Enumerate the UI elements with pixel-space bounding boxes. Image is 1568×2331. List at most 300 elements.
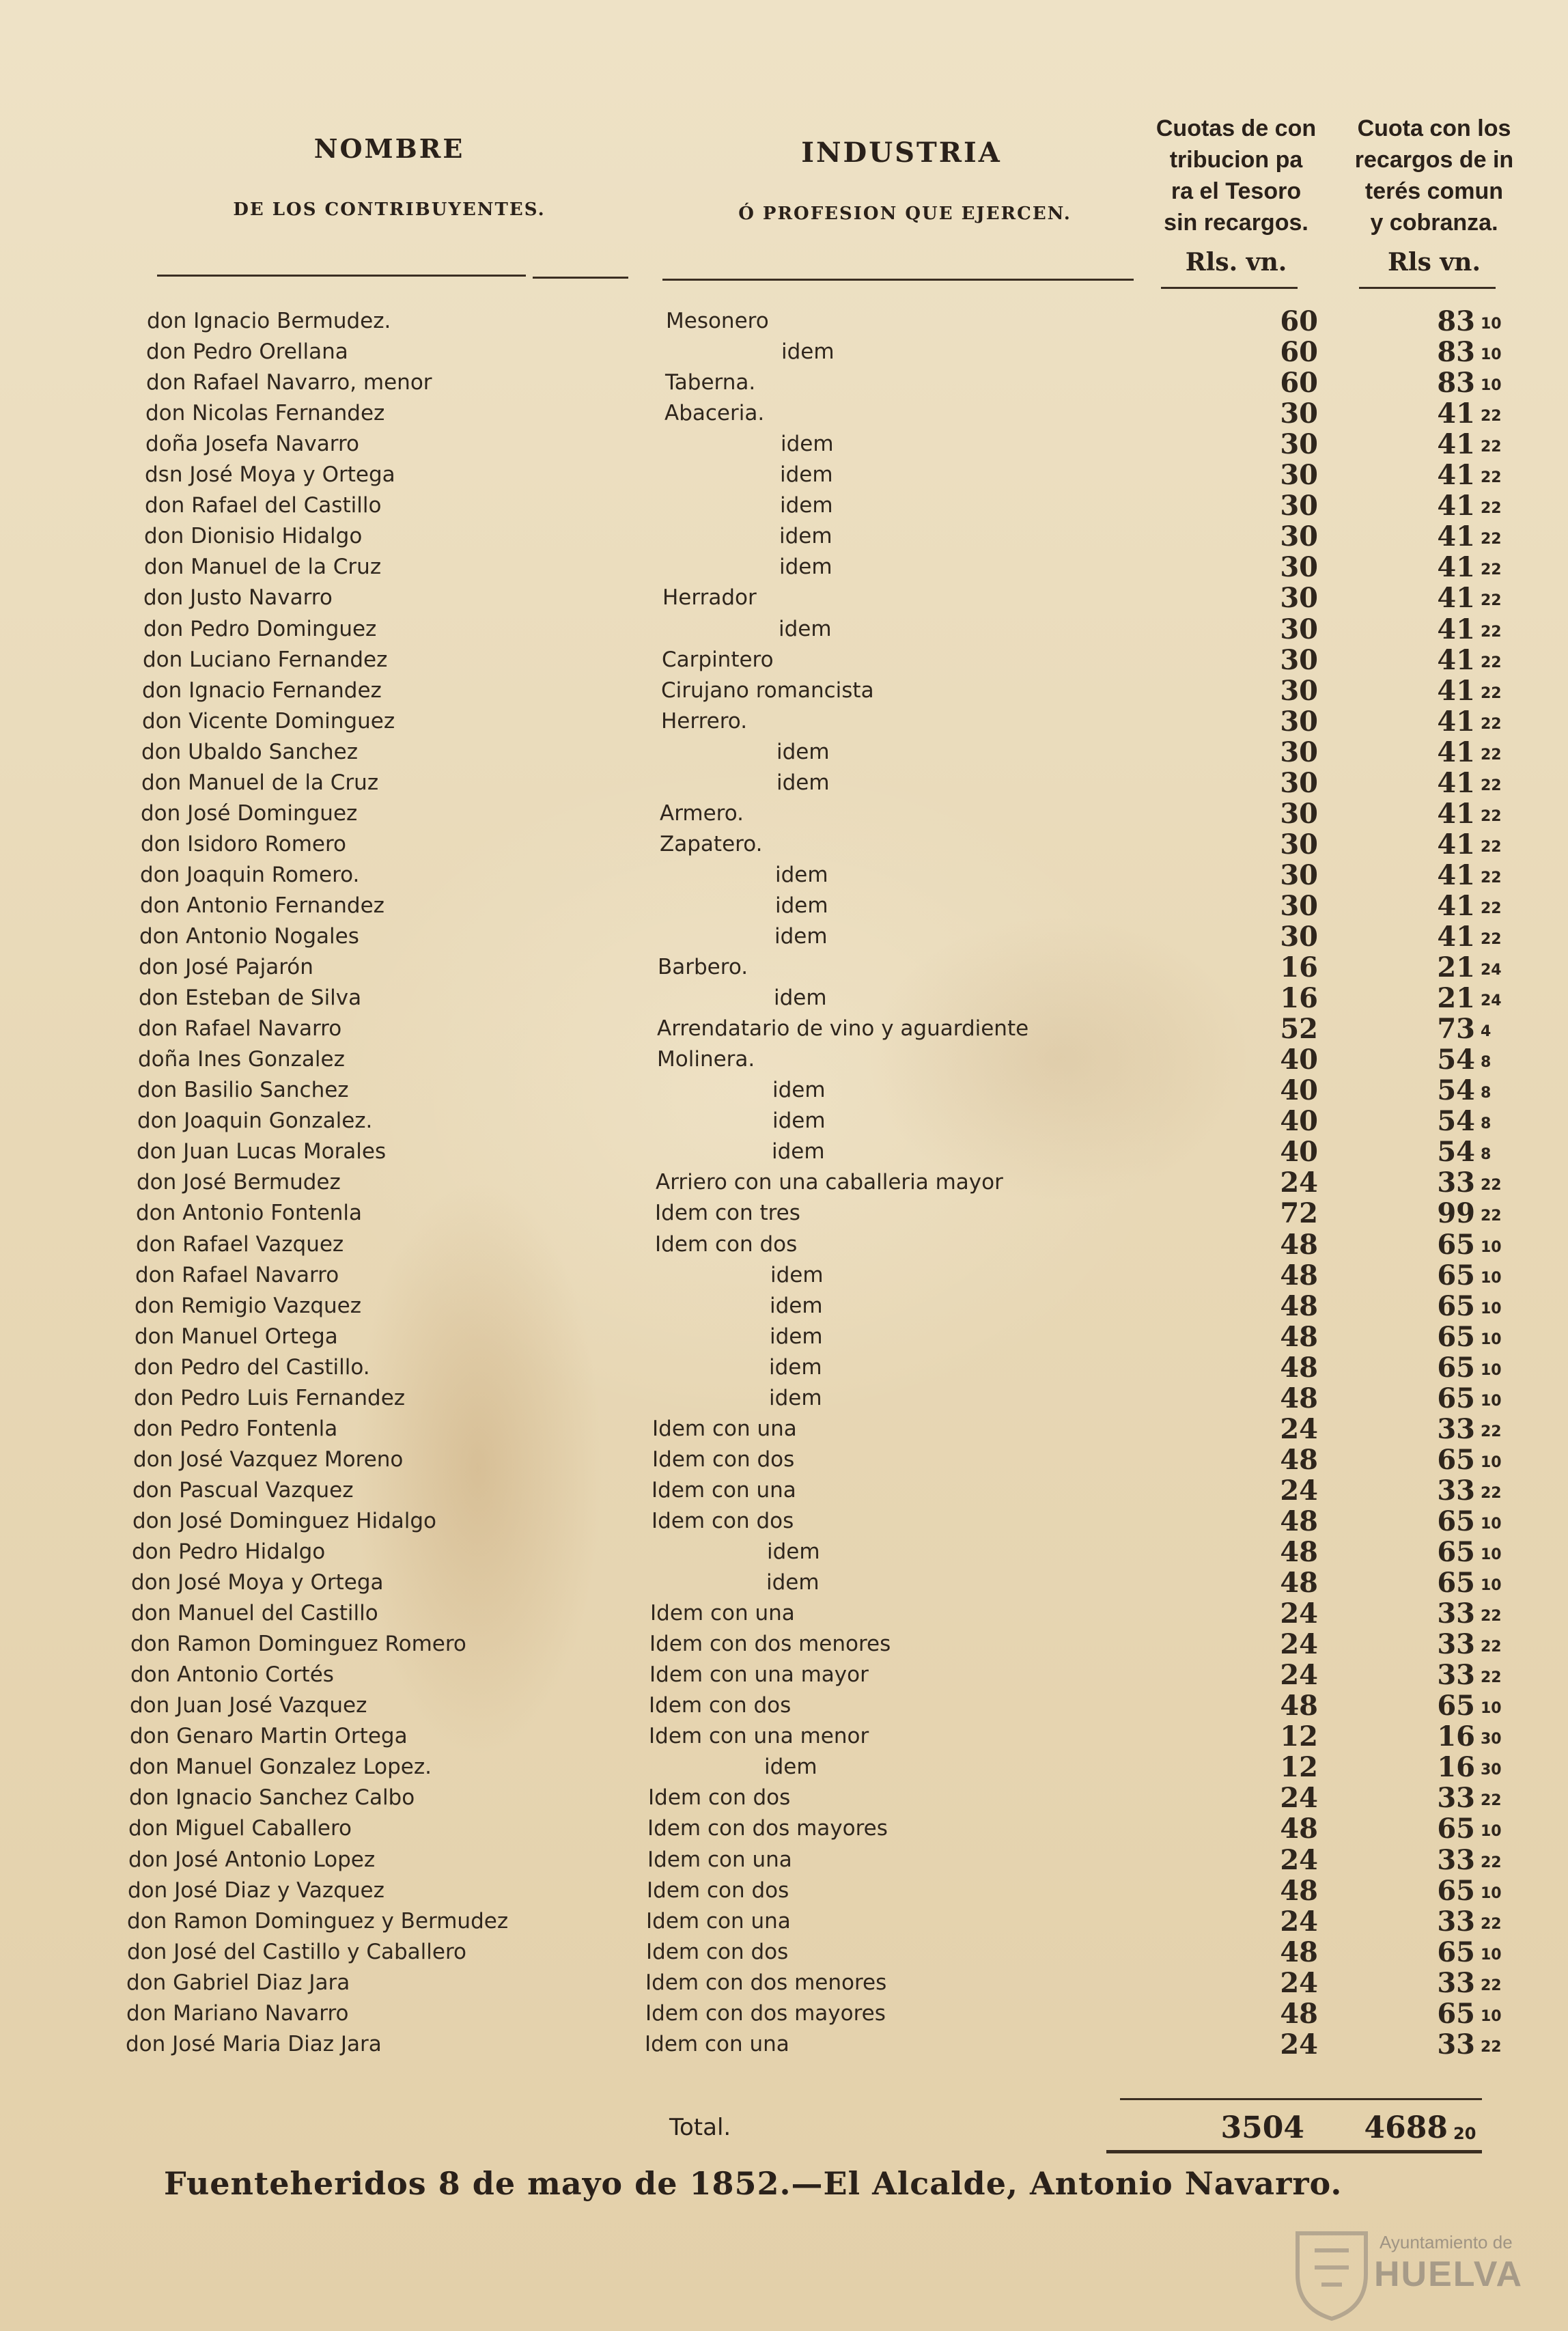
contributor-industry: Abaceria. <box>664 401 765 425</box>
table-row <box>0 645 1568 675</box>
cuota-recargos-fraction: 24 <box>1481 962 1502 979</box>
contributor-name: don Pedro del Castillo. <box>134 1355 370 1380</box>
cuota-recargos-fraction: 10 <box>1481 1546 1502 1563</box>
contributor-industry: Idem con dos <box>647 1878 789 1903</box>
contributor-industry: Idem con una menor <box>649 1724 869 1748</box>
cuota-recargos-value: 41 <box>1437 736 1475 768</box>
cuota-recargos-fraction: 22 <box>1481 746 1502 764</box>
cuota-recargos-fraction: 10 <box>1481 1239 1502 1256</box>
cuota-tesoro-value: 30 <box>1280 520 1318 553</box>
table-row <box>0 1660 1568 1690</box>
cuota-recargos-fraction: 22 <box>1481 777 1502 794</box>
cuota-tesoro-value: 48 <box>1280 1998 1318 2030</box>
cuota-recargos-fraction: 10 <box>1481 1577 1502 1594</box>
cuota-recargos-value: 83 <box>1437 305 1475 337</box>
contributor-name: don Pedro Luis Fernandez <box>134 1386 406 1410</box>
cuota-recargos-fraction: 22 <box>1481 561 1502 578</box>
cuota-recargos-value: 41 <box>1437 613 1475 645</box>
cuota-recargos-fraction: 10 <box>1481 2008 1502 2025</box>
cuota-recargos-value: 41 <box>1437 798 1475 830</box>
cuota-recargos-value: 65 <box>1437 1536 1475 1568</box>
contributor-name: don Manuel Gonzalez Lopez. <box>129 1755 432 1779</box>
table-row <box>0 1014 1568 1044</box>
contributor-industry: idem <box>781 339 835 364</box>
cuota-recargos-value: 65 <box>1437 1290 1475 1322</box>
contributor-name: don Ignacio Bermudez. <box>147 309 391 333</box>
table-row <box>0 398 1568 429</box>
cuota-recargos-fraction: 22 <box>1481 1208 1502 1225</box>
contributor-name: don Rafael Navarro <box>135 1263 339 1287</box>
cuota-recargos-fraction: 22 <box>1481 500 1502 517</box>
table-row <box>0 1629 1568 1660</box>
cuota-recargos-fraction: 10 <box>1481 1823 1502 1840</box>
contributor-industry: idem <box>770 1294 823 1318</box>
contributor-industry: idem <box>764 1755 817 1779</box>
cuota-recargos-value: 41 <box>1437 644 1475 676</box>
contributor-industry: idem <box>767 1539 820 1564</box>
contributor-industry: Idem con una <box>647 1847 792 1872</box>
contributor-industry: Idem con dos <box>652 1447 795 1472</box>
cuota-recargos-value: 65 <box>1437 1690 1475 1722</box>
cuota-recargos-value: 33 <box>1437 1844 1475 1876</box>
contributor-industry: idem <box>780 462 833 487</box>
contributor-industry: idem <box>772 1078 826 1102</box>
contributor-name: don Rafael del Castillo <box>145 493 382 518</box>
cuota-recargos-fraction: 10 <box>1481 1700 1502 1717</box>
cuota-recargos-value: 83 <box>1437 336 1475 368</box>
cuota-recargos-fraction: 22 <box>1481 1792 1502 1809</box>
contributor-name: don Luciano Fernandez <box>143 647 388 672</box>
cuota-tesoro-value: 16 <box>1280 951 1318 983</box>
contributor-name: don José Vazquez Moreno <box>133 1447 404 1472</box>
cuota-recargos-value: 65 <box>1437 1382 1475 1414</box>
contributor-name: don Pedro Dominguez <box>143 617 377 641</box>
cuota-recargos-fraction: 10 <box>1481 1885 1502 1902</box>
table-row <box>0 1167 1568 1198</box>
table-row <box>0 552 1568 583</box>
total-rule-bottom <box>1106 2150 1482 2153</box>
contributor-name: don Isidoro Romero <box>141 832 346 856</box>
header-rule-cuota2 <box>1359 287 1496 289</box>
contributor-industry: idem <box>766 1570 820 1595</box>
cuota-recargos-fraction: 8 <box>1481 1115 1492 1132</box>
contributor-name: don José Pajarón <box>139 955 313 979</box>
cuota-tesoro-value: 24 <box>1280 1906 1318 1938</box>
cuota-recargos-fraction: 22 <box>1481 1608 1502 1625</box>
cuota-recargos-value: 65 <box>1437 1321 1475 1353</box>
table-row <box>0 1875 1568 1906</box>
contributor-name: don Rafael Navarro, menor <box>146 370 432 395</box>
header-cuota-recargos <box>1339 113 1530 238</box>
header-cuota2-line: y cobranza. <box>1370 210 1498 236</box>
cuota-recargos-fraction: 22 <box>1481 592 1502 609</box>
contributor-name: don Manuel de la Cruz <box>141 770 379 795</box>
cuota-recargos-fraction: 22 <box>1481 931 1502 948</box>
contributor-industry: Armero. <box>660 801 744 826</box>
cuota-tesoro-value: 30 <box>1280 428 1318 460</box>
contributor-industry: idem <box>770 1324 823 1349</box>
cuota-recargos-fraction: 10 <box>1481 1300 1502 1317</box>
contributor-name: don Manuel de la Cruz <box>144 555 382 579</box>
header-cuotas-line: tribucion pa <box>1169 147 1303 173</box>
table-row <box>0 583 1568 613</box>
cuota-recargos-fraction: 22 <box>1481 839 1502 856</box>
cuota-recargos-fraction: 22 <box>1481 438 1502 456</box>
table-row <box>0 1414 1568 1444</box>
cuota-recargos-value: 41 <box>1437 490 1475 522</box>
cuota-recargos-value: 33 <box>1437 1628 1475 1660</box>
cuota-recargos-fraction: 22 <box>1481 408 1502 425</box>
cuota-recargos-value: 16 <box>1437 1720 1475 1753</box>
contributor-name: don Justo Navarro <box>143 585 333 610</box>
table-row <box>0 768 1568 798</box>
cuota-recargos-value: 65 <box>1437 1352 1475 1384</box>
cuota-recargos-value: 99 <box>1437 1197 1475 1229</box>
contributor-name: don Pascual Vazquez <box>132 1478 354 1503</box>
cuota-recargos-value: 21 <box>1437 951 1475 983</box>
table-row <box>0 1475 1568 1506</box>
contributor-name: don Remigio Vazquez <box>135 1294 362 1318</box>
cuota-tesoro-value: 12 <box>1280 1720 1318 1753</box>
cuota-tesoro-value: 24 <box>1280 1597 1318 1630</box>
table-row <box>0 983 1568 1014</box>
cuota-recargos-value: 73 <box>1437 1013 1475 1045</box>
cuota-tesoro-value: 30 <box>1280 397 1318 430</box>
cuota-recargos-fraction: 8 <box>1481 1054 1492 1071</box>
cuota-tesoro-value: 30 <box>1280 551 1318 583</box>
contributor-industry: Arrendatario de vino y aguardiente <box>657 1016 1029 1041</box>
cuota-tesoro-value: 30 <box>1280 613 1318 645</box>
table-row <box>0 675 1568 706</box>
cuota-tesoro-value: 48 <box>1280 1444 1318 1476</box>
table-row <box>0 429 1568 460</box>
cuota-recargos-value: 54 <box>1437 1105 1475 1137</box>
table-row <box>0 891 1568 921</box>
contributor-name: don Pedro Hidalgo <box>132 1539 326 1564</box>
cuota-tesoro-value: 48 <box>1280 1567 1318 1599</box>
cuota-recargos-value: 33 <box>1437 1906 1475 1938</box>
contributor-name: don José Dominguez Hidalgo <box>132 1509 437 1533</box>
total-cuota-recargos-fraction: 20 <box>1453 2124 1476 2143</box>
contributor-industry: Idem con una <box>652 1416 797 1441</box>
unit-label-1: Rls. vn. <box>1185 248 1287 277</box>
cuota-tesoro-value: 12 <box>1280 1751 1318 1783</box>
contributor-industry: Idem con dos menores <box>645 1970 887 1995</box>
cuota-recargos-fraction: 22 <box>1481 469 1502 486</box>
contributor-name: don Gabriel Diaz Jara <box>126 1970 350 1995</box>
cuota-recargos-value: 41 <box>1437 828 1475 861</box>
table-row <box>0 1998 1568 2029</box>
contributor-name: don José Antonio Lopez <box>128 1847 376 1872</box>
cuota-recargos-fraction: 10 <box>1481 1946 1502 1964</box>
cuota-tesoro-value: 48 <box>1280 1229 1318 1261</box>
contributor-industry: Zapatero. <box>660 832 763 856</box>
cuota-recargos-fraction: 30 <box>1481 1761 1502 1778</box>
contributor-industry: idem <box>772 1139 825 1164</box>
contributor-name: don José Dominguez <box>141 801 358 826</box>
cuota-tesoro-value: 48 <box>1280 1536 1318 1568</box>
table-row <box>0 1383 1568 1414</box>
contributor-industry: idem <box>780 493 833 518</box>
contributor-name: don Ramon Dominguez Romero <box>130 1632 466 1656</box>
cuota-recargos-value: 41 <box>1437 459 1475 491</box>
cuota-recargos-fraction: 10 <box>1481 1331 1502 1348</box>
contributor-name: don Antonio Fernandez <box>140 893 384 918</box>
cuota-recargos-value: 41 <box>1437 890 1475 922</box>
header-cuota2-line: terés comun <box>1364 178 1504 204</box>
contributor-industry: idem <box>779 555 832 579</box>
table-row <box>0 1229 1568 1260</box>
cuota-recargos-value: 41 <box>1437 675 1475 707</box>
cuota-tesoro-value: 30 <box>1280 675 1318 707</box>
contributor-name: don Rafael Navarro <box>138 1016 342 1041</box>
contributor-industry: idem <box>779 617 832 641</box>
cuota-recargos-fraction: 10 <box>1481 1393 1502 1410</box>
contributor-name: don Ignacio Sanchez Calbo <box>129 1785 415 1810</box>
cuota-tesoro-value: 24 <box>1280 1167 1318 1199</box>
cuota-tesoro-value: 24 <box>1280 1782 1318 1814</box>
cuota-tesoro-value: 24 <box>1280 1967 1318 1999</box>
cuota-recargos-value: 65 <box>1437 1813 1475 1845</box>
contributor-industry: idem <box>774 986 827 1010</box>
cuota-recargos-fraction: 22 <box>1481 531 1502 548</box>
cuota-recargos-fraction: 22 <box>1481 1638 1502 1656</box>
table-row <box>0 1260 1568 1291</box>
table-row <box>0 1845 1568 1875</box>
contributor-name: don Antonio Nogales <box>139 924 359 949</box>
total-cuota-recargos: 4688 <box>1364 2110 1448 2145</box>
cuota-recargos-value: 41 <box>1437 428 1475 460</box>
contributor-name: don Antonio Fontenla <box>136 1201 363 1225</box>
cuota-tesoro-value: 16 <box>1280 982 1318 1014</box>
cuota-recargos-fraction: 22 <box>1481 624 1502 641</box>
contributor-industry: Idem con dos <box>652 1509 794 1533</box>
contributor-name: don Juan José Vazquez <box>130 1693 367 1718</box>
cuota-recargos-value: 33 <box>1437 1782 1475 1814</box>
cuota-recargos-value: 33 <box>1437 1659 1475 1691</box>
contributor-industry: Carpintero <box>662 647 774 672</box>
table-row <box>0 1906 1568 1937</box>
table-row <box>0 490 1568 521</box>
total-rule-top <box>1120 2098 1482 2100</box>
contributor-industry: Cirujano romancista <box>661 678 874 703</box>
contributor-industry: idem <box>781 432 834 456</box>
cuota-recargos-fraction: 22 <box>1481 685 1502 702</box>
cuota-tesoro-value: 48 <box>1280 1936 1318 1968</box>
contributor-industry: Idem con una <box>645 2032 789 2056</box>
cuota-tesoro-value: 40 <box>1280 1105 1318 1137</box>
contributor-industry: idem <box>769 1386 822 1410</box>
header-nombre-sub: DE LOS CONTRIBUYENTES. <box>233 199 546 220</box>
cuota-tesoro-value: 30 <box>1280 767 1318 799</box>
table-row <box>0 460 1568 490</box>
cuota-recargos-fraction: 22 <box>1481 1669 1502 1686</box>
table-row <box>0 829 1568 860</box>
header-cuota2-line: recargos de in <box>1354 147 1514 173</box>
contributor-industry: Idem con dos <box>646 1940 789 1964</box>
table-row <box>0 1352 1568 1383</box>
cuota-tesoro-value: 30 <box>1280 706 1318 738</box>
contributor-industry: idem <box>779 524 832 548</box>
table-row <box>0 1537 1568 1567</box>
contributor-industry: Barbero. <box>658 955 748 979</box>
cuota-recargos-fraction: 22 <box>1481 654 1502 671</box>
contributor-name: don Vicente Dominguez <box>142 709 395 734</box>
contributor-industry: Idem con una <box>646 1909 791 1934</box>
table-row <box>0 1567 1568 1598</box>
cuota-recargos-fraction: 10 <box>1481 1454 1502 1471</box>
cuota-recargos-value: 54 <box>1437 1136 1475 1168</box>
table-row <box>0 1937 1568 1968</box>
contributor-industry: Idem con una mayor <box>649 1662 869 1687</box>
cuota-tesoro-value: 30 <box>1280 890 1318 922</box>
contributor-industry: Idem con dos mayores <box>645 2001 886 2026</box>
cuota-tesoro-value: 30 <box>1280 798 1318 830</box>
cuota-recargos-value: 41 <box>1437 921 1475 953</box>
cuota-tesoro-value: 24 <box>1280 1659 1318 1691</box>
header-cuota2-line: Cuota con los <box>1357 115 1511 141</box>
cuota-recargos-fraction: 22 <box>1481 1485 1502 1502</box>
cuota-tesoro-value: 48 <box>1280 1290 1318 1322</box>
header-rule-nombre-2 <box>533 277 628 279</box>
table-row <box>0 1783 1568 1813</box>
contributor-name: don Basilio Sanchez <box>137 1078 349 1102</box>
cuota-recargos-value: 41 <box>1437 767 1475 799</box>
contributor-name: don Pedro Fontenla <box>133 1416 338 1441</box>
contributor-industry: Idem con dos <box>655 1232 798 1257</box>
contributor-name: don Ramon Dominguez y Bermudez <box>127 1909 509 1934</box>
cuota-recargos-value: 41 <box>1437 397 1475 430</box>
cuota-tesoro-value: 30 <box>1280 490 1318 522</box>
header-cuotas-line: ra el Tesoro <box>1171 178 1302 204</box>
contributor-name: don José del Castillo y Caballero <box>127 1940 466 1964</box>
cuota-recargos-fraction: 22 <box>1481 900 1502 917</box>
table-row <box>0 921 1568 952</box>
table-row <box>0 614 1568 645</box>
cuota-recargos-fraction: 30 <box>1481 1731 1502 1748</box>
contributor-name: don Ubaldo Sanchez <box>141 740 358 764</box>
cuota-tesoro-value: 48 <box>1280 1505 1318 1537</box>
contributor-name: don Antonio Cortés <box>130 1662 334 1687</box>
cuota-recargos-value: 33 <box>1437 1413 1475 1445</box>
contributor-industry: Taberna. <box>665 370 756 395</box>
cuota-tesoro-value: 48 <box>1280 1352 1318 1384</box>
contributor-name: don Ignacio Fernandez <box>142 678 382 703</box>
cuota-recargos-value: 65 <box>1437 1259 1475 1292</box>
contributor-industry: idem <box>776 770 830 795</box>
cuota-tesoro-value: 30 <box>1280 582 1318 614</box>
cuota-tesoro-value: 30 <box>1280 921 1318 953</box>
contributor-name: don Dionisio Hidalgo <box>144 524 363 548</box>
contributor-name: don José Bermudez <box>137 1170 341 1195</box>
contributor-name: don Joaquin Gonzalez. <box>137 1108 373 1133</box>
contributor-name: don Manuel del Castillo <box>131 1601 378 1625</box>
contributor-industry: Idem con dos <box>648 1785 791 1810</box>
contributor-name: don José Diaz y Vazquez <box>128 1878 384 1903</box>
table-row <box>0 1075 1568 1106</box>
cuota-tesoro-value: 24 <box>1280 1475 1318 1507</box>
cuota-recargos-fraction: 4 <box>1481 1023 1492 1040</box>
contributor-name: don Juan Lucas Morales <box>137 1139 387 1164</box>
contributor-industry: Idem con dos mayores <box>647 1816 888 1841</box>
cuota-recargos-fraction: 22 <box>1481 2039 1502 2056</box>
contributor-name: don Joaquin Romero. <box>140 863 360 887</box>
cuota-recargos-value: 33 <box>1437 2028 1475 2061</box>
table-row <box>0 1598 1568 1629</box>
total-cuota-tesoro: 3504 <box>1220 2110 1304 2145</box>
table-row <box>0 1444 1568 1475</box>
table-row <box>0 952 1568 983</box>
cuota-tesoro-value: 24 <box>1280 1628 1318 1660</box>
contributor-name: don Manuel Ortega <box>135 1324 338 1349</box>
cuota-tesoro-value: 72 <box>1280 1197 1318 1229</box>
cuota-recargos-fraction: 24 <box>1481 992 1502 1009</box>
table-row <box>0 798 1568 829</box>
cuota-tesoro-value: 48 <box>1280 1690 1318 1722</box>
cuota-recargos-value: 33 <box>1437 1167 1475 1199</box>
table-row <box>0 521 1568 552</box>
cuota-tesoro-value: 60 <box>1280 305 1318 337</box>
table-row <box>0 1813 1568 1844</box>
table-row <box>0 1291 1568 1322</box>
cuota-tesoro-value: 48 <box>1280 1259 1318 1292</box>
header-cuotas-tesoro <box>1140 113 1332 238</box>
cuota-recargos-fraction: 10 <box>1481 1516 1502 1533</box>
cuota-tesoro-value: 30 <box>1280 459 1318 491</box>
cuota-recargos-value: 33 <box>1437 1967 1475 1999</box>
contributor-name: don Miguel Caballero <box>128 1816 352 1841</box>
cuota-tesoro-value: 30 <box>1280 736 1318 768</box>
table-row <box>0 1044 1568 1075</box>
cuota-tesoro-value: 30 <box>1280 859 1318 891</box>
contributor-name: doña Ines Gonzalez <box>138 1047 345 1072</box>
cuota-recargos-value: 65 <box>1437 1505 1475 1537</box>
contributor-industry: Arriero con una caballeria mayor <box>656 1170 1003 1195</box>
cuota-recargos-fraction: 10 <box>1481 316 1502 333</box>
contributor-industry: idem <box>769 1355 822 1380</box>
contributor-name: doña Josefa Navarro <box>145 432 359 456</box>
cuota-recargos-fraction: 22 <box>1481 1177 1502 1194</box>
cuota-recargos-value: 65 <box>1437 1875 1475 1907</box>
contributor-name: don Rafael Vazquez <box>136 1232 344 1257</box>
header-industria: INDUSTRIA <box>801 137 1002 169</box>
table-row <box>0 1136 1568 1167</box>
contributor-industry: Molinera. <box>657 1047 755 1072</box>
contributor-industry: Herrero. <box>661 709 748 734</box>
contributor-industry: Idem con una <box>650 1601 795 1625</box>
cuota-recargos-value: 65 <box>1437 1567 1475 1599</box>
contributor-industry: idem <box>770 1263 824 1287</box>
cuota-recargos-fraction: 10 <box>1481 346 1502 363</box>
cuota-recargos-value: 65 <box>1437 1936 1475 1968</box>
cuota-recargos-value: 21 <box>1437 982 1475 1014</box>
header-cuotas-line: Cuotas de con <box>1156 115 1317 141</box>
total-label: Total. <box>669 2114 731 2141</box>
cuota-recargos-value: 65 <box>1437 1998 1475 2030</box>
header-rule-industria <box>662 279 1134 281</box>
contributor-industry: idem <box>775 863 828 887</box>
cuota-recargos-value: 54 <box>1437 1044 1475 1076</box>
cuota-recargos-fraction: 22 <box>1481 1977 1502 1994</box>
cuota-recargos-fraction: 10 <box>1481 1270 1502 1287</box>
contributor-industry: Idem con dos menores <box>649 1632 891 1656</box>
cuota-tesoro-value: 24 <box>1280 1844 1318 1876</box>
cuota-tesoro-value: 60 <box>1280 367 1318 399</box>
cuota-tesoro-value: 60 <box>1280 336 1318 368</box>
table-row <box>0 737 1568 768</box>
cuota-tesoro-value: 52 <box>1280 1013 1318 1045</box>
cuota-recargos-value: 41 <box>1437 520 1475 553</box>
